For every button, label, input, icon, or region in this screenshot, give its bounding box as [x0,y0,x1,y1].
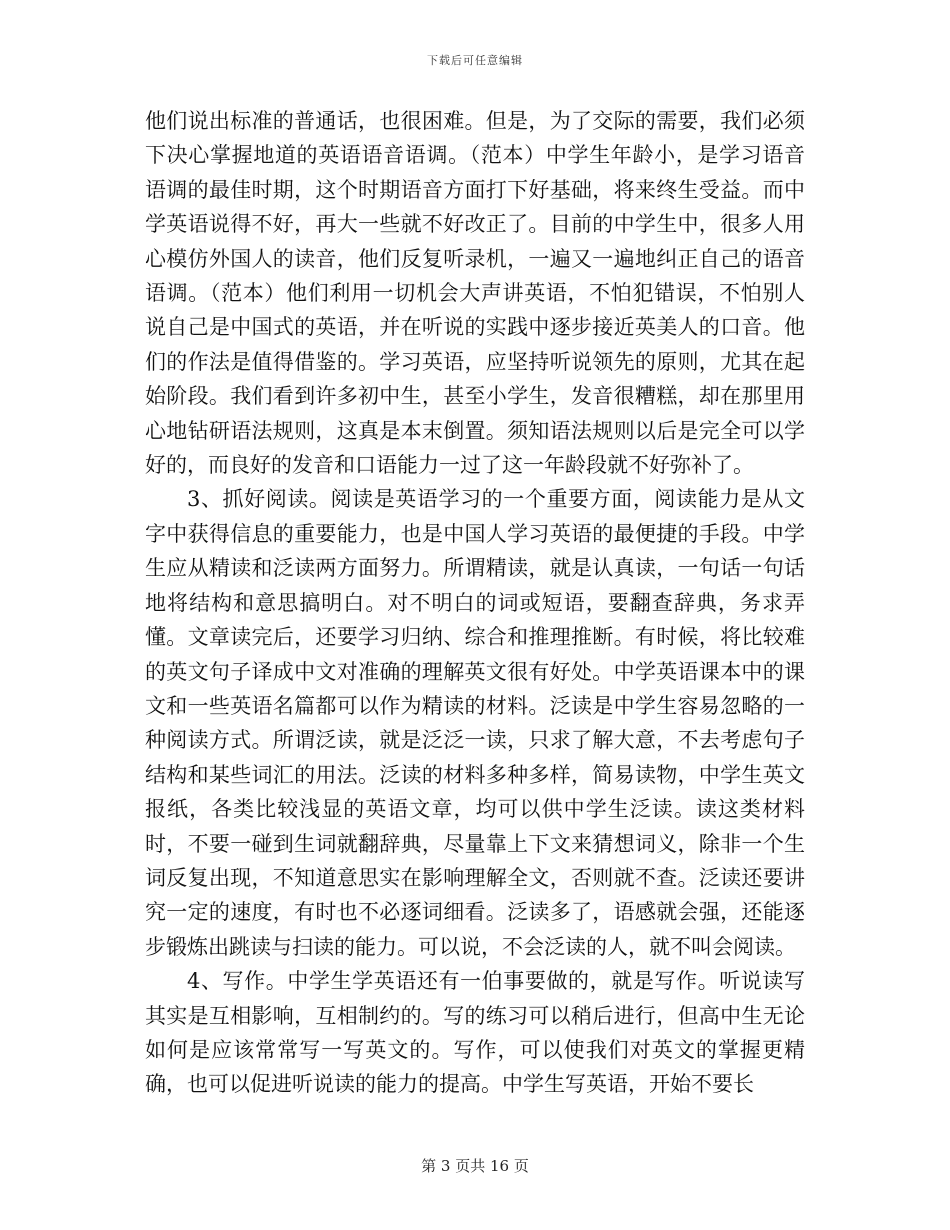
page-number-footer: 第 3 页共 16 页 [421,1157,529,1175]
page-header: 下载后可任意编辑 [427,54,523,67]
paragraph-writing: 4、写作。中学生学英语还有一伯事要做的，就是写作。听说读写其实是互相影响，互相制约的。写的练习可以稍后进行，但高中生无论如何是应该常常写一写英文的。写作，可以使我们对英文的掌握更精确，也可以促进听说读的能力的提高。中学生写英语，开始不要长 [145,969,805,1097]
paragraph-reading: 3、抓好阅读。阅读是英语学习的一个重要方面，阅读能力是从文字中获得信息的重要能力，也是中国人学习英语的最便捷的手段。中学生应从精读和泛读两方面努力。所谓精读，就是认真读，一句话一句话地将结构和意思搞明白。对不明白的词或短语，要翻查辞典，务求弄懂。文章读完后，还要学习归纳、综合和推理推断。有时候，将比较难的英文句子译成中文对准确的理解英文很有好处。中学英语课本中的课文和一些英语名篇都可以作为精读的材料。泛读是中学生容易忽略的一种阅读方式。所谓泛读，就是泛泛一读，只求了解大意，不去考虑句子结构和某些词汇的用法。泛读的材料多种多样，简易读物，中学生英文报纸，各类比较浅显的英语文章，均可以供中学生泛读。读这类材料时，不要一碰到生词就翻辞典，尽量靠上下文来猜想词义，除非一个生词反复出现，不知道意思实在影响理解全文，否则就不查。泛读还要讲究一定的速度，有时也不必逐词细看。泛读多了，语感就会强，还能逐步锻炼出跳读与扫读的能力。可以说，不会泛读的人，就不叫会阅读。 [145,487,805,959]
paragraph-pronunciation-continued: 他们说出标准的普通话，也很困难。但是，为了交际的需要，我们必须下决心掌握地道的英语语音语调。（范本）中学生年龄小，是学习语音语调的最佳时期，这个时期语音方面打下好基础，将来终生受益。而中学英语说得不好，再大一些就不好改正了。目前的中学生中，很多人用心模仿外国人的读音，他们反复听录机，一遍又一遍地纠正自己的语音语调。（范本）他们利用一切机会大声讲英语，不怕犯错误，不怕别人说自己是中国式的英语，并在听说的实践中逐步接近英美人的口音。他们的作法是值得借鉴的。学习英语，应坚持听说领先的原则，尤其在起始阶段。我们看到许多初中生，甚至小学生，发音很糟糕，却在那里用心地钻研语法规则，这真是本末倒置。须知语法规则以后是完全可以学好的，而良好的发音和口语能力一过了这一年龄段就不好弥补了。 [145,109,805,478]
document-body [145,104,805,1102]
